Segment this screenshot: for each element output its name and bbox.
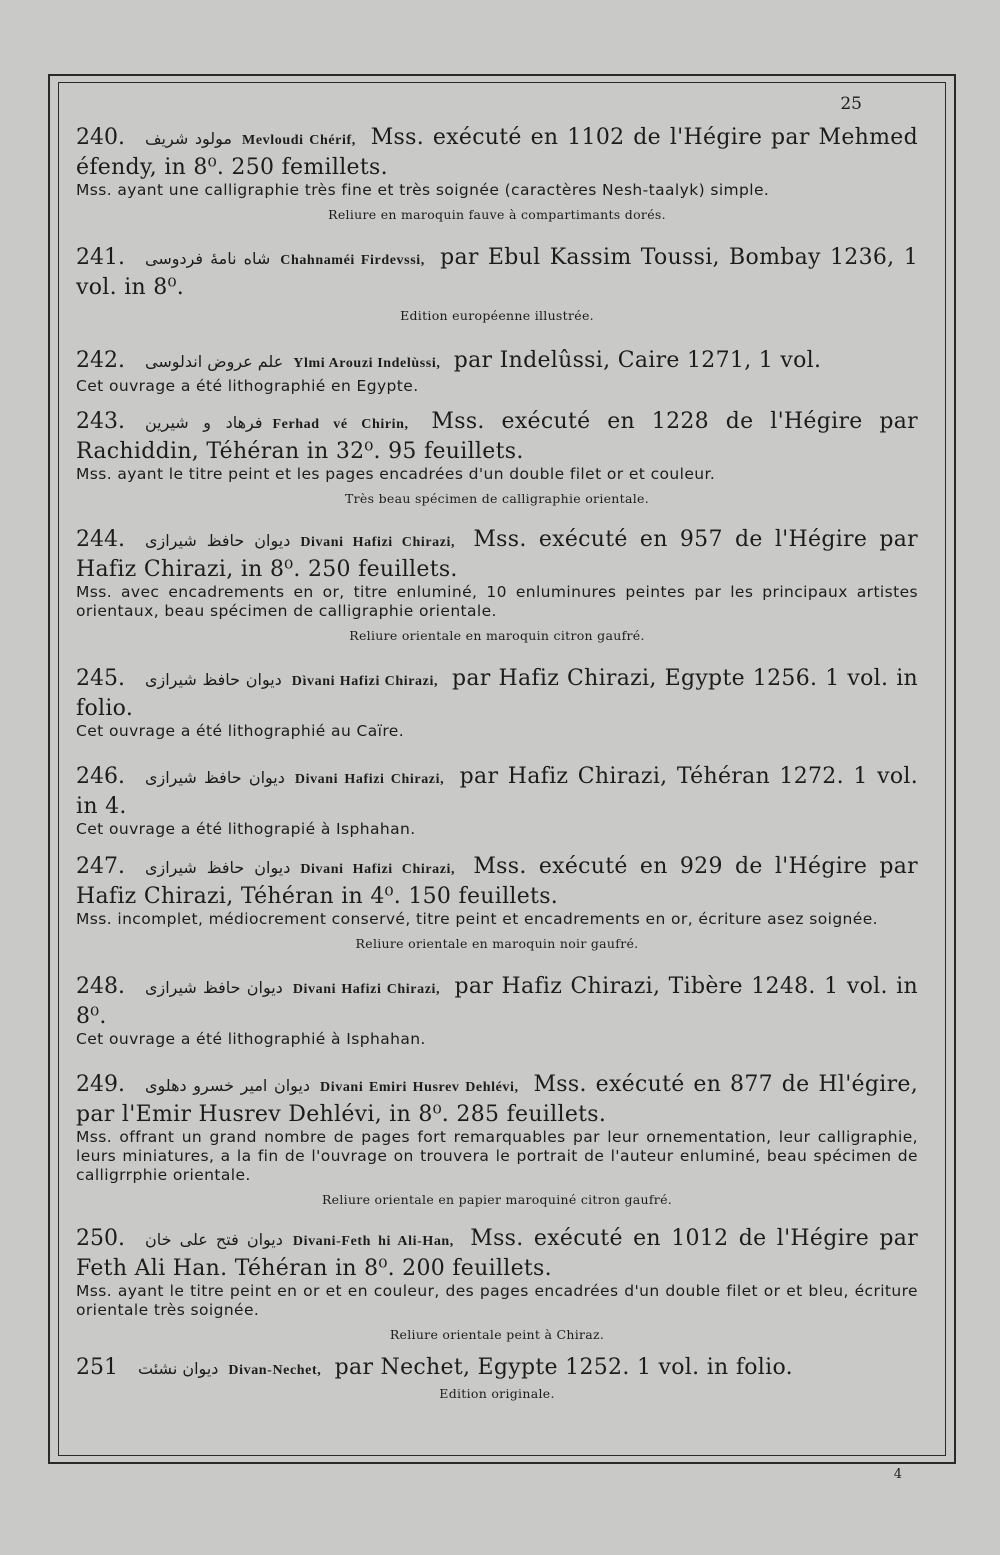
entry-text: Mss. exécuté en 929 de l'Hégire par Hafiz Chirazi, Téhéran in 4⁰. 150 feuillets. [76,854,918,909]
page-number: 25 [840,94,862,114]
entry-title: Divani Emiri Husrev Dehlévi, [320,1080,519,1095]
entry-title: Dìvani Hafizi Chirazi, [291,674,439,689]
entry-arabic-title: دیوان نشئت [138,1359,219,1378]
entry-heading [76,244,918,301]
entry-text: Mss. exécuté en 957 de l'Hégire par Hafiz Chirazi, in 8⁰. 250 feuillets. [76,527,918,582]
catalog-entry-248 [76,973,918,1049]
catalog-entry-244 [76,526,918,643]
catalog-entry-251 [76,1354,918,1401]
entry-description: Mss. ayant le titre peint en or et en couleur, des pages encadrées d'un double filet or et bleu, écriture orientale très soignée. [76,1282,918,1319]
catalog-entry-240 [76,124,918,222]
entry-binding-note: Reliure en maroquin fauve à compartimants dorés. [328,207,666,222]
entry-heading [76,526,918,583]
entry-description: Mss. avec encadrements en or, titre enluminé, 10 enluminures peintes par les principaux artistes orientaux, beau spécimen de calligraphie orientale. [76,583,918,620]
entry-heading [76,853,918,910]
entry-binding-note: Reliure orientale en papier maroquiné citron gaufré. [321,1192,673,1207]
entry-text: Mss. exécuté en 1102 de l'Hégire par Mehmed éfendy, in 8⁰. 250 femillets. [76,125,919,180]
entry-number: 249. [76,1072,125,1097]
entry-description: Mss. ayant une calligraphie très fine et très soignée (caractères Nesh-taalyk) simple. [76,181,770,199]
entry-text: par Nechet, Egypte 1252. 1 vol. in folio. [334,1355,793,1380]
entry-title: Chahnaméi Firdevssi, [280,253,425,268]
entry-arabic-title: دیوان امیر خسرو دهلوی [144,1076,311,1095]
entry-title: Divani-Feth hi Ali-Han, [292,1234,454,1249]
entry-binding-note: Edition originale. [439,1386,555,1401]
sheet-number: 4 [893,1467,902,1482]
entry-number: 250. [76,1226,125,1251]
entry-text: Mss. exécuté en 1012 de l'Hégire par Feth Ali Han. Téhéran in 8⁰. 200 feuillets. [76,1226,919,1281]
entry-title: Divani Hafizi Chirazi, [300,535,456,550]
entry-title: Divani Hafizi Chirazi, [300,862,456,877]
catalog-entry-242 [76,347,918,396]
catalog-content [76,116,918,1401]
entry-title: Ferhad vé Chirin, [272,417,409,432]
entry-number: 240. [76,125,125,150]
entry-text: par Hafiz Chirazi, Téhéran 1272. 1 vol. in 4. [76,764,918,819]
entry-binding-note: Reliure orientale en maroquin citron gaufré. [349,628,645,643]
entry-number: 251 [76,1355,118,1380]
entry-title: Ylmi Arouzi Indelùssi, [293,356,441,371]
entry-arabic-title: دیوان حافظ شیرازی [144,768,285,787]
entry-description: Mss. offrant un grand nombre de pages fort remarquables par leur ornementation, leur calligraphie, leurs miniatures, a la fin de l'ouvrage on trouvera le portrait de l'auteur enluminé, beau spécimen de calligrrphie orientale. [76,1128,918,1184]
entry-title: Divani Hafizi Chirazi, [292,982,441,997]
catalog-entry-250 [76,1225,918,1342]
entry-arabic-title: مولود شريف [144,129,232,148]
entry-arabic-title: دیوان حافظ شیرازی [144,978,283,997]
entry-heading [76,1354,918,1384]
entry-arabic-title: دیوان حافظ شیرازی [144,531,291,550]
entry-heading [76,408,918,465]
entry-heading [76,1071,918,1128]
entry-text: Mss. exécuté en 1228 de l'Hégire par Rachiddin, Téhéran in 32⁰. 95 feuillets. [76,409,918,464]
entry-heading [76,124,918,181]
entry-binding-note: Reliure orientale peint à Chiraz. [389,1327,605,1342]
entry-text: par Hafiz Chirazi, Tibère 1248. 1 vol. in 8⁰. [76,974,918,1029]
entry-title: Mevloudi Chérif, [242,133,356,148]
entry-heading [76,347,918,377]
catalog-entry-247 [76,853,918,951]
entry-number: 244. [76,527,125,552]
entry-description: Cet ouvrage a été lithographié en Egypte. [76,377,419,395]
entry-number: 248. [76,974,125,999]
entry-text: Mss. exécuté en 877 de Hl'égire, par l'Emir Husrev Dehlévi, in 8⁰. 285 feuillets. [76,1072,919,1127]
entry-number: 247. [76,854,125,879]
entry-description: Cet ouvrage a été lithograpié à Isphahan. [76,820,416,838]
entry-arabic-title: دیوان فتح علی خان [144,1230,283,1249]
entry-description: Cet ouvrage a été lithographié à Isphahan. [76,1030,426,1048]
entry-binding-note: Reliure orientale en maroquin noir gaufré. [355,936,639,951]
catalog-entry-249 [76,1071,918,1207]
entry-binding-note: Très beau spécimen de calligraphie orientale. [344,491,650,506]
entry-number: 243. [76,409,125,434]
catalog-entry-243 [76,408,918,506]
entry-title: Divan-Nechet, [228,1363,322,1378]
entry-description: Mss. incomplet, médiocrement conservé, titre peint et encadrements en or, écriture asez soignée. [76,910,878,928]
entry-title: Divani Hafizi Chirazi, [294,772,445,787]
entry-heading [76,1225,918,1282]
entry-description: Mss. ayant le titre peint et les pages encadrées d'un double filet or et couleur. [76,465,716,483]
entry-heading [76,665,918,722]
entry-number: 241. [76,245,125,270]
entry-heading [76,973,918,1030]
entry-text: par Indelûssi, Caire 1271, 1 vol. [453,348,822,373]
entry-arabic-title: فرهاد و شیرین [144,413,263,432]
catalog-entry-241 [76,244,918,323]
entry-number: 245. [76,666,125,691]
entry-text: par Ebul Kassim Toussi, Bombay 1236, 1 vol. in 8⁰. [76,245,918,300]
entry-binding-note: Edition européenne illustrée. [400,308,594,323]
entry-arabic-title: علم عروض اندلوسی [144,352,284,371]
entry-arabic-title: دیوان حافظ شیرازی [144,670,282,689]
entry-text: par Hafiz Chirazi, Egypte 1256. 1 vol. in folio. [76,666,919,721]
entry-arabic-title: شاه نامهٔ فردوسی [144,249,271,268]
entry-arabic-title: دیوان حافظ شیرازی [144,858,291,877]
entry-number: 246. [76,764,125,789]
entry-heading [76,763,918,820]
catalog-entry-246 [76,763,918,839]
entry-description: Cet ouvrage a été lithographié au Caïre. [76,722,405,740]
catalog-entry-245 [76,665,918,741]
entry-number: 242. [76,348,125,373]
